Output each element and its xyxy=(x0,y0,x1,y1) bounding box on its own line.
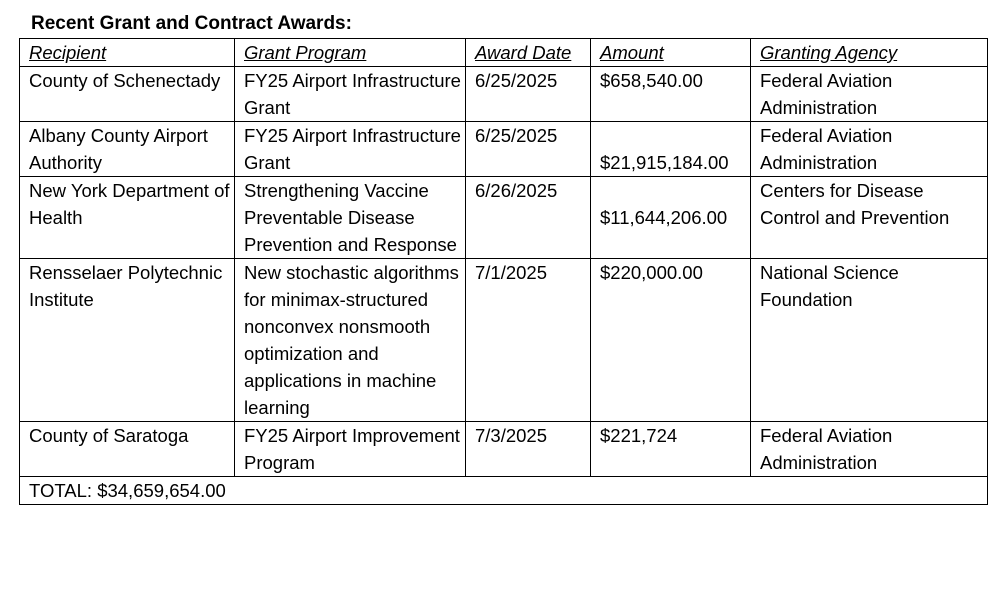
cell-amount: $658,540.00 xyxy=(591,67,751,122)
cell-award-date: 6/25/2025 xyxy=(466,67,591,122)
cell-grant-program: New stochastic algorithms for minimax-structured nonconvex nonsmooth optimization and applications in machine learning xyxy=(235,259,466,422)
table-row xyxy=(20,177,988,259)
cell-recipient: Albany County Airport Authority xyxy=(20,122,235,177)
cell-grant-program: FY25 Airport Improvement Program xyxy=(235,422,466,477)
cell-award-date: 6/26/2025 xyxy=(466,177,591,259)
cell-grant-program: FY25 Airport Infrastructure Grant xyxy=(235,67,466,122)
cell-grant-program: Strengthening Vaccine Preventable Disease Prevention and Response xyxy=(235,177,466,259)
total-amount: TOTAL: $34,659,654.00 xyxy=(20,477,988,505)
cell-award-date: 6/25/2025 xyxy=(466,122,591,177)
header-amount: Amount xyxy=(591,39,751,67)
cell-recipient: County of Schenectady xyxy=(20,67,235,122)
cell-amount: $21,915,184.00 xyxy=(591,122,751,177)
cell-award-date: 7/1/2025 xyxy=(466,259,591,422)
cell-amount: $221,724 xyxy=(591,422,751,477)
table-row xyxy=(20,422,988,477)
cell-granting-agency: Federal Aviation Administration xyxy=(751,67,988,122)
cell-award-date: 7/3/2025 xyxy=(466,422,591,477)
header-row xyxy=(20,39,988,67)
header-grant-program: Grant Program xyxy=(235,39,466,67)
cell-granting-agency: Centers for Disease Control and Prevention xyxy=(751,177,988,259)
cell-recipient: New York Department of Health xyxy=(20,177,235,259)
cell-amount: $220,000.00 xyxy=(591,259,751,422)
header-award-date: Award Date xyxy=(466,39,591,67)
header-recipient: Recipient xyxy=(20,39,235,67)
table-row xyxy=(20,259,988,422)
total-row xyxy=(20,477,988,505)
table-row xyxy=(20,67,988,122)
table-row xyxy=(20,122,988,177)
header-granting-agency: Granting Agency xyxy=(751,39,988,67)
cell-granting-agency: Federal Aviation Administration xyxy=(751,122,988,177)
cell-grant-program: FY25 Airport Infrastructure Grant xyxy=(235,122,466,177)
awards-table xyxy=(19,38,988,505)
cell-granting-agency: Federal Aviation Administration xyxy=(751,422,988,477)
page-title: Recent Grant and Contract Awards: xyxy=(31,13,352,34)
cell-recipient: County of Saratoga xyxy=(20,422,235,477)
cell-recipient: Rensselaer Polytechnic Institute xyxy=(20,259,235,422)
cell-amount: $11,644,206.00 xyxy=(591,177,751,259)
cell-granting-agency: National Science Foundation xyxy=(751,259,988,422)
